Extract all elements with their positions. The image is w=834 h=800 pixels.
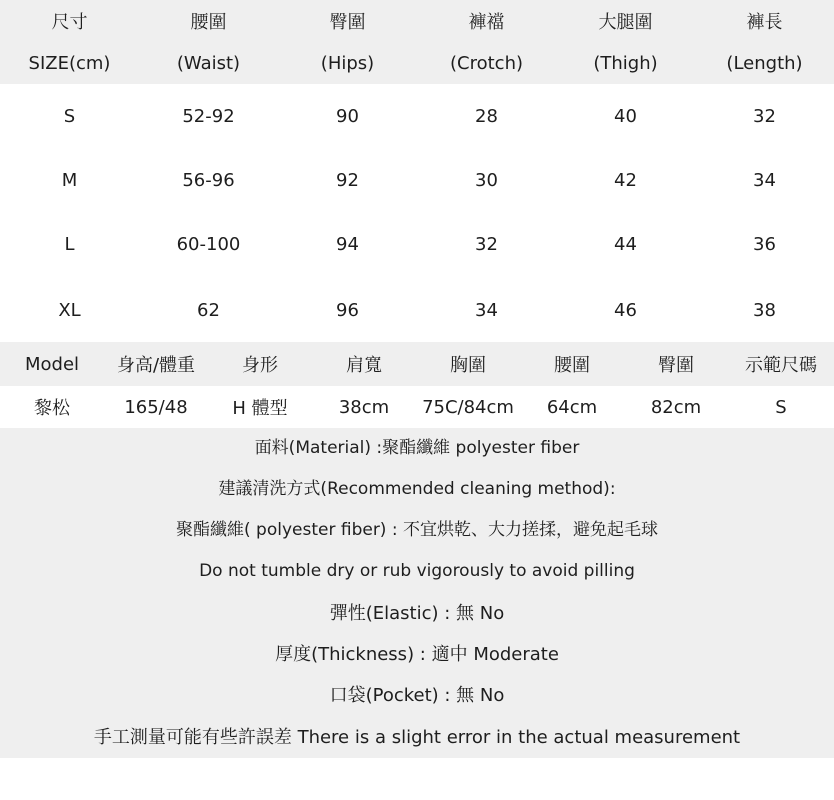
model-hips: 82cm [650,396,702,418]
model-waist: 64cm [546,396,598,418]
crotch-value: 32 [475,233,498,255]
header-hips-zh: 臀圍 [329,12,366,33]
thigh-value: 42 [614,169,637,191]
header-hips: 臀圍 [658,355,694,376]
model-height-weight: 165/48 [124,396,188,418]
header-length-zh: 褲長 [746,12,783,33]
size-header-zh-row [0,0,834,42]
thigh-value: 46 [614,299,637,321]
material-text: 面料(Material) :聚酯纖維 polyester fiber [254,438,580,458]
cleaning-instructions-zh: 聚酯纖維( polyester fiber) : 不宜烘乾、大力搓揉，避免起毛球 [176,520,658,540]
header-crotch-en: (Crotch) [450,52,523,74]
length-value: 36 [753,233,776,255]
product-info [0,428,834,758]
header-thigh-zh: 大腿圍 [598,12,653,33]
header-waist: 腰圍 [554,355,590,376]
thigh-value: 40 [614,105,637,127]
header-size-zh: 尺寸 [51,12,88,33]
length-value: 34 [753,169,776,191]
header-bust: 胸圍 [450,355,486,376]
cleaning-instructions-en: Do not tumble dry or rub vigorously to avoid pilling [199,561,635,581]
header-thigh-en: (Thigh) [593,52,658,74]
waist-value: 60-100 [176,233,241,255]
header-size-en: SIZE(cm) [28,52,111,74]
model-name: 黎松 [34,398,70,419]
header-crotch-zh: 褲襠 [468,12,505,33]
header-hips-en: (Hips) [320,52,375,74]
hips-value: 92 [336,169,359,191]
size-label: L [64,233,75,255]
header-height-weight: 身高/體重 [116,355,196,376]
model-body-shape: H 體型 [232,398,288,419]
header-waist-zh: 腰圍 [190,12,227,33]
header-body-shape: 身形 [242,355,278,376]
table-row [0,278,834,342]
size-label: XL [58,299,81,321]
thickness-text: 厚度(Thickness) : 適中 Moderate [275,644,559,665]
crotch-value: 28 [475,105,498,127]
crotch-value: 30 [475,169,498,191]
measurement-error-note: 手工測量可能有些許誤差 There is a slight error in the actual measurement [93,727,741,748]
model-header-row [0,342,834,386]
size-table-body [0,84,834,342]
thigh-value: 44 [614,233,637,255]
size-label: M [61,169,78,191]
header-waist-en: (Waist) [176,52,241,74]
size-label: S [63,105,76,127]
waist-value: 62 [197,299,220,321]
crotch-value: 34 [475,299,498,321]
waist-value: 56-96 [182,169,235,191]
header-model: Model [24,353,80,375]
hips-value: 90 [336,105,359,127]
elastic-text: 彈性(Elastic) : 無 No [329,603,505,624]
waist-value: 52-92 [182,105,235,127]
pocket-text: 口袋(Pocket) : 無 No [329,685,505,706]
header-shoulder: 肩寬 [346,355,382,376]
table-row [0,84,834,148]
length-value: 38 [753,299,776,321]
size-header-en-row [0,42,834,84]
model-demo-size: S [775,396,787,418]
cleaning-title: 建議清洗方式(Recommended cleaning method): [218,479,616,499]
table-row [0,148,834,212]
table-row [0,212,834,276]
size-table-header [0,0,834,84]
header-length-en: (Length) [726,52,803,74]
model-shoulder: 38cm [338,396,390,418]
length-value: 32 [753,105,776,127]
table-row [0,386,834,428]
model-table-body [0,386,834,428]
model-table-header [0,342,834,386]
hips-value: 94 [336,233,359,255]
model-bust: 75C/84cm [422,396,514,418]
header-demo-size: 示範尺碼 [745,355,817,376]
hips-value: 96 [336,299,359,321]
